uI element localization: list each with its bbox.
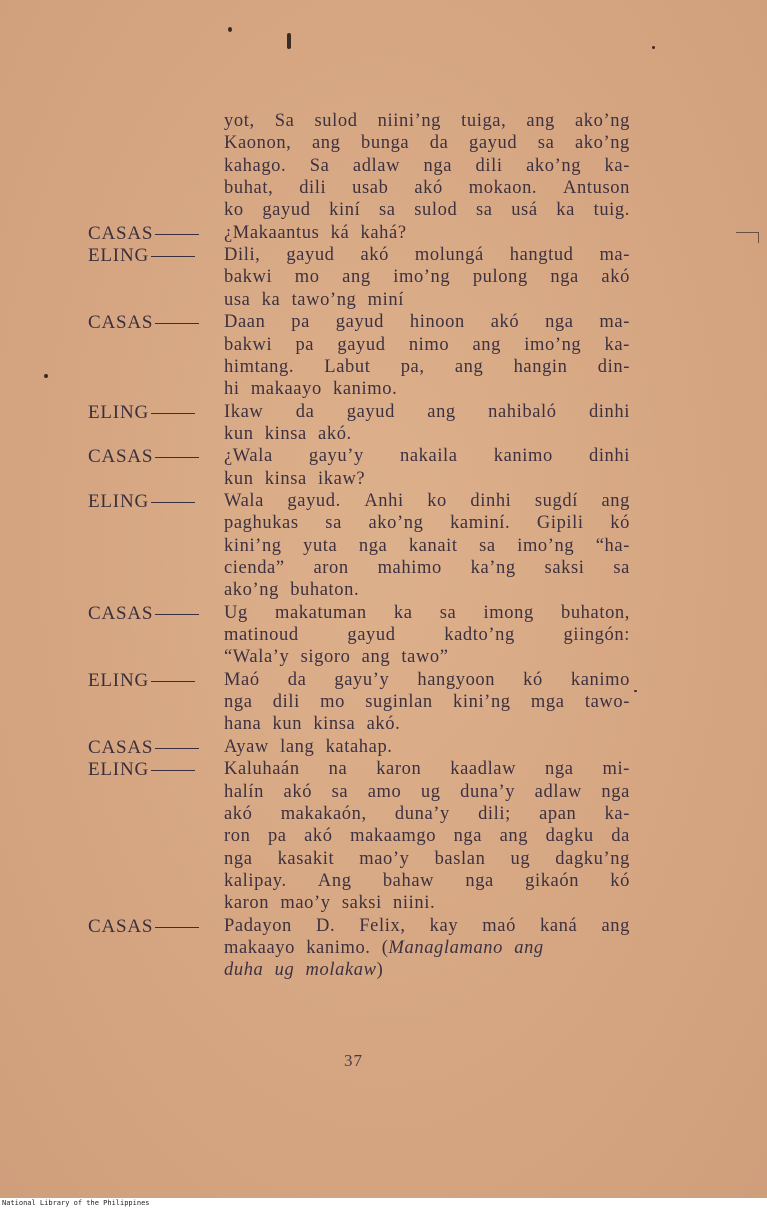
word: ang: [472, 335, 501, 355]
word: sa: [378, 200, 396, 220]
word: mahimo: [377, 558, 442, 578]
em-dash: [151, 256, 195, 257]
word: hinoon: [409, 312, 465, 332]
line-text: Ayaw lang katahap.: [224, 737, 393, 757]
word: dagku’ng: [555, 849, 630, 869]
word: din-: [597, 357, 630, 377]
word: ko: [427, 491, 447, 511]
word: ang: [601, 491, 630, 511]
word: akó: [414, 178, 443, 198]
word: sulod: [414, 200, 458, 220]
word: usab: [352, 178, 389, 198]
word: mi-: [602, 759, 630, 779]
word: sugdí: [534, 491, 578, 511]
speaker-label: [88, 603, 199, 625]
word: kaminí.: [450, 513, 511, 533]
word: sulod: [314, 111, 358, 131]
word: Dili,: [224, 245, 261, 265]
closing-paren: ): [376, 960, 384, 980]
text-line: [224, 737, 630, 758]
word: nga: [550, 267, 579, 287]
word: Gipili: [536, 513, 584, 533]
word: nga: [423, 156, 453, 176]
speaker-name: ELING: [88, 402, 149, 423]
stage-direction: Managlamano ang: [388, 938, 544, 958]
word: saksi: [544, 558, 585, 578]
word: nga: [224, 849, 253, 869]
text-line: [224, 513, 630, 534]
text-line: [224, 357, 630, 378]
text-line: [224, 871, 630, 892]
text-line: [224, 446, 630, 467]
word: ma-: [599, 312, 630, 332]
word: Ikaw: [224, 402, 264, 422]
word: Sa: [274, 111, 295, 131]
word: adlaw: [352, 156, 401, 176]
word: Kaonon,: [224, 133, 292, 153]
word: ako’ng: [368, 513, 424, 533]
ink-speck: [228, 27, 232, 32]
word: da: [287, 670, 307, 690]
word: akó: [304, 826, 333, 846]
word: kalipay.: [224, 871, 287, 891]
word: Wala: [224, 491, 264, 511]
speaker-label: [88, 245, 195, 267]
word: kahago.: [224, 156, 287, 176]
word: dinhi: [588, 402, 630, 422]
text-line: [224, 558, 630, 579]
word: ang: [499, 826, 529, 846]
word: halín: [224, 782, 264, 802]
speaker-label: [88, 402, 195, 424]
word: D.: [316, 916, 336, 936]
page-margin-mark: [736, 232, 759, 243]
em-dash: [151, 502, 195, 503]
word: gayud: [286, 245, 335, 265]
word: kiní: [329, 200, 361, 220]
word: “ha-: [595, 536, 630, 556]
word: gayud: [346, 402, 395, 422]
speaker-name: ELING: [88, 245, 149, 266]
word: pa: [267, 826, 287, 846]
speaker-name: ELING: [88, 670, 149, 691]
word: sa: [613, 558, 630, 578]
word: akó: [224, 804, 253, 824]
stage-direction: duha ug molakaw: [224, 960, 377, 980]
speaker-name: CASAS: [88, 603, 154, 624]
word: cienda”: [224, 558, 285, 578]
word: hangtud: [509, 245, 574, 265]
speaker-name: ELING: [88, 759, 149, 780]
word: dagku: [545, 826, 594, 846]
word: ug: [510, 849, 531, 869]
text-line: [224, 893, 630, 914]
text-line: [224, 670, 630, 691]
word: makatuman: [274, 603, 367, 623]
word: nga: [453, 826, 483, 846]
ink-speck: [652, 46, 655, 49]
word: kó: [610, 513, 630, 533]
em-dash: [155, 234, 199, 235]
line-text: kun kinsa ikaw?: [224, 469, 366, 489]
text-line: [224, 782, 630, 803]
word: dili: [272, 692, 300, 712]
word: karon: [376, 759, 422, 779]
speaker-label: [88, 916, 199, 938]
word: usá: [511, 200, 538, 220]
text-line: [224, 267, 630, 288]
line-text: ako’ng buhaton.: [224, 580, 360, 600]
word: Ang: [317, 871, 352, 891]
word: ron: [224, 826, 251, 846]
word: pa: [295, 335, 315, 355]
text-line: [224, 580, 630, 601]
text-line: [224, 245, 630, 266]
word: bakwi: [224, 335, 273, 355]
ink-mark: [287, 33, 291, 49]
text-line: [224, 178, 630, 199]
ink-speck: [44, 374, 48, 378]
word: da: [295, 402, 315, 422]
speaker-name: CASAS: [88, 312, 154, 333]
line-text: hi makaayo kanimo.: [224, 379, 398, 399]
line-text: ¿Makaantus ká kahá?: [224, 223, 407, 243]
word: kini’ng: [453, 692, 511, 712]
word: da: [611, 826, 630, 846]
word: sa: [479, 536, 496, 556]
line-text: makaayo kanimo. (: [224, 938, 389, 958]
word: bunga: [361, 133, 410, 153]
word: kaadlaw: [450, 759, 517, 779]
word: bahaw: [382, 871, 435, 891]
word: gayud: [469, 133, 518, 153]
word: mokaon.: [468, 178, 538, 198]
word: apan: [539, 804, 577, 824]
word: ang: [427, 402, 456, 422]
word: paghukas: [224, 513, 299, 533]
word: Maó: [224, 670, 260, 690]
text-line: [224, 849, 630, 870]
word: dili;: [478, 804, 511, 824]
text-line: [224, 625, 630, 646]
word: mo: [320, 692, 345, 712]
text-line: [224, 692, 630, 713]
word: ako’ng: [574, 133, 630, 153]
word: Sa: [309, 156, 330, 176]
text-line: [224, 223, 630, 244]
text-line: [224, 938, 630, 959]
word: gayu’y: [308, 446, 364, 466]
em-dash: [155, 323, 199, 324]
word: dili: [299, 178, 327, 198]
text-line: [224, 603, 630, 624]
word: Anhi: [364, 491, 404, 511]
word: kay: [429, 916, 459, 936]
word: gayud: [337, 335, 386, 355]
text-line: [224, 759, 630, 780]
word: da: [429, 133, 449, 153]
word: gayud.: [287, 491, 341, 511]
word: ug: [420, 782, 441, 802]
word: ang: [526, 111, 555, 131]
word: na: [328, 759, 348, 779]
em-dash: [151, 681, 195, 682]
speaker-name: CASAS: [88, 446, 154, 467]
word: hangin: [513, 357, 568, 377]
text-line: [224, 491, 630, 512]
word: duna’y: [460, 782, 516, 802]
word: Felix,: [359, 916, 406, 936]
word: ako’ng: [526, 156, 582, 176]
word: buhaton,: [560, 603, 630, 623]
word: kó: [523, 670, 543, 690]
word: molungá: [414, 245, 484, 265]
text-line: [224, 647, 630, 668]
text-line: [224, 424, 630, 445]
word: nga: [358, 536, 388, 556]
word: pa,: [400, 357, 425, 377]
text-line: [224, 916, 630, 937]
word: Padayon: [224, 916, 292, 936]
word: imo’ng: [517, 536, 575, 556]
text-line: [224, 312, 630, 333]
speaker-name: CASAS: [88, 916, 154, 937]
word: sa: [325, 513, 342, 533]
word: yot,: [224, 111, 255, 131]
line-text: “Wala’y sigoro ang tawo”: [224, 647, 449, 667]
word: nakaila: [400, 446, 458, 466]
speaker-label: [88, 446, 199, 468]
text-line: [224, 335, 630, 356]
word: gayud: [347, 625, 396, 645]
em-dash: [155, 927, 199, 928]
line-text: usa ka tawo’ng miní: [224, 290, 404, 310]
text-line: [224, 290, 630, 311]
word: nimo: [408, 335, 450, 355]
word: dili: [475, 156, 503, 176]
word: sa: [537, 133, 555, 153]
word: kaná: [540, 916, 578, 936]
word: ko: [224, 200, 244, 220]
word: himtang.: [224, 357, 295, 377]
word: bakwi: [224, 267, 273, 287]
word: ka-: [604, 335, 630, 355]
word: ma-: [599, 245, 630, 265]
word: ¿Wala: [224, 446, 273, 466]
word: mo: [294, 267, 320, 287]
word: pulong: [472, 267, 528, 287]
text-line: [224, 826, 630, 847]
word: Antuson: [563, 178, 630, 198]
word: kanimo: [570, 670, 630, 690]
line-text: karon mao’y saksi niini.: [224, 893, 436, 913]
word: aron: [313, 558, 349, 578]
word: makaamgo: [350, 826, 437, 846]
word: niini’ng: [377, 111, 442, 131]
word: maó: [482, 916, 516, 936]
word: kini’ng: [224, 536, 282, 556]
word: tawo-: [584, 692, 630, 712]
text-line: [224, 469, 630, 490]
line-text: hana kun kinsa akó.: [224, 714, 401, 734]
word: akó: [360, 245, 389, 265]
line-text: kun kinsa akó.: [224, 424, 352, 444]
speaker-label: [88, 491, 195, 513]
word: mga: [530, 692, 565, 712]
word: gikaón: [525, 871, 580, 891]
speaker-label: [88, 223, 199, 245]
word: amo: [367, 782, 402, 802]
speaker-name: CASAS: [88, 737, 154, 758]
text-line: [224, 536, 630, 557]
word: Daan: [224, 312, 266, 332]
word: ang: [311, 133, 341, 153]
text-line: [224, 200, 630, 221]
word: sa: [439, 603, 457, 623]
text-line: [224, 111, 630, 132]
text-line: [224, 379, 630, 400]
word: giingón:: [563, 625, 630, 645]
word: kasakit: [277, 849, 335, 869]
word: nahibaló: [488, 402, 557, 422]
word: buhat,: [224, 178, 274, 198]
text-line: [224, 402, 630, 423]
word: nga: [601, 782, 630, 802]
word: ka’ng: [470, 558, 516, 578]
word: gayu’y: [334, 670, 390, 690]
word: nga: [465, 871, 494, 891]
word: ka: [393, 603, 413, 623]
word: kanimo: [493, 446, 553, 466]
word: baslan: [434, 849, 486, 869]
footer-credit: National Library of the Philippines: [2, 1199, 150, 1207]
word: Labut: [324, 357, 371, 377]
word: ako’ng: [574, 111, 630, 131]
speaker-label: [88, 312, 199, 334]
text-line: [224, 714, 630, 735]
word: tuiga,: [461, 111, 507, 131]
word: gayud: [262, 200, 311, 220]
speaker-name: ELING: [88, 491, 149, 512]
speaker-label: [88, 670, 195, 692]
word: sa: [475, 200, 493, 220]
word: sa: [331, 782, 349, 802]
word: nga: [545, 312, 574, 332]
em-dash: [155, 748, 199, 749]
speaker-label: [88, 737, 199, 759]
word: akó: [490, 312, 520, 332]
word: imo’ng: [524, 335, 582, 355]
word: hangyoon: [417, 670, 496, 690]
text-line: [224, 156, 630, 177]
word: kadto’ng: [444, 625, 515, 645]
word: akó: [601, 267, 630, 287]
word: ang: [601, 916, 630, 936]
speaker-label: [88, 759, 195, 781]
word: makakaón,: [280, 804, 367, 824]
ink-speck: [634, 690, 637, 692]
text-line: [224, 804, 630, 825]
em-dash: [151, 770, 195, 771]
word: ang: [454, 357, 484, 377]
word: mao’y: [359, 849, 410, 869]
word: matinoud: [224, 625, 299, 645]
word: pa: [291, 312, 310, 332]
word: dinhi: [588, 446, 630, 466]
word: gayud: [335, 312, 385, 332]
word: tuig.: [593, 200, 630, 220]
text-line: [224, 960, 630, 981]
text-line: [224, 133, 630, 154]
em-dash: [155, 614, 199, 615]
word: imong: [483, 603, 534, 623]
word: imo’ng: [393, 267, 451, 287]
word: adlaw: [534, 782, 582, 802]
word: Ug: [224, 603, 248, 623]
word: akó: [283, 782, 313, 802]
word: ka: [556, 200, 575, 220]
word: yuta: [303, 536, 338, 556]
em-dash: [155, 457, 199, 458]
speaker-name: CASAS: [88, 223, 154, 244]
word: dinhi: [470, 491, 512, 511]
word: ang: [342, 267, 371, 287]
word: suginlan: [365, 692, 433, 712]
page-number: 37: [344, 1051, 363, 1070]
word: ka-: [604, 156, 630, 176]
word: Kaluhaán: [224, 759, 300, 779]
em-dash: [151, 413, 195, 414]
word: duna’y: [394, 804, 450, 824]
word: kó: [610, 871, 630, 891]
word: nga: [545, 759, 574, 779]
word: nga: [224, 692, 253, 712]
word: kanait: [408, 536, 458, 556]
word: ka-: [604, 804, 630, 824]
